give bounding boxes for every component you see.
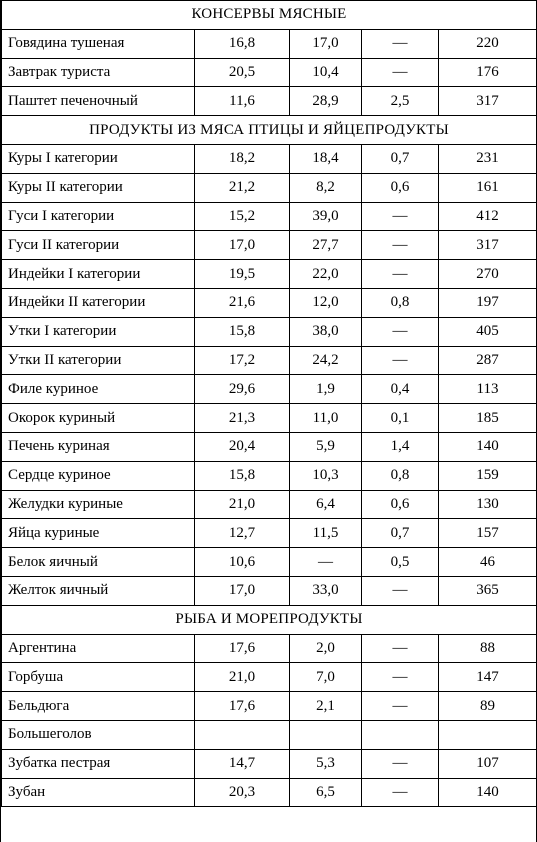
calories-cell: 220: [439, 29, 537, 58]
product-name-cell: Желток яичный: [2, 576, 195, 605]
carbs-cell: —: [362, 778, 439, 807]
protein-cell: 18,2: [195, 144, 290, 173]
fat-cell: 38,0: [290, 317, 362, 346]
product-name-cell: Яйца куриные: [2, 519, 195, 548]
product-name-cell: Сердце куриное: [2, 461, 195, 490]
table-row: [2, 548, 537, 577]
product-name-cell: Куры I категории: [2, 144, 195, 173]
carbs-cell: —: [362, 260, 439, 289]
fat-cell: 18,4: [290, 144, 362, 173]
carbs-cell: [362, 720, 439, 749]
table-row: [2, 490, 537, 519]
protein-cell: 15,2: [195, 202, 290, 231]
calories-cell: 89: [439, 692, 537, 721]
table-row: [2, 404, 537, 433]
carbs-cell: 0,8: [362, 288, 439, 317]
protein-cell: 17,6: [195, 692, 290, 721]
carbs-cell: 0,1: [362, 404, 439, 433]
carbs-cell: —: [362, 749, 439, 778]
protein-cell: 15,8: [195, 317, 290, 346]
calories-cell: 365: [439, 576, 537, 605]
protein-cell: 21,3: [195, 404, 290, 433]
table-row: [2, 663, 537, 692]
carbs-cell: 0,7: [362, 519, 439, 548]
table-row: [2, 173, 537, 202]
nutrition-table-body: [2, 1, 537, 807]
fat-cell: 6,4: [290, 490, 362, 519]
protein-cell: 17,0: [195, 231, 290, 260]
protein-cell: 12,7: [195, 519, 290, 548]
protein-cell: 21,0: [195, 490, 290, 519]
protein-cell: 20,5: [195, 58, 290, 87]
calories-cell: 197: [439, 288, 537, 317]
table-row: [2, 87, 537, 116]
fat-cell: 2,0: [290, 634, 362, 663]
table-row: [2, 58, 537, 87]
calories-cell: 405: [439, 317, 537, 346]
fat-cell: 11,5: [290, 519, 362, 548]
fat-cell: 1,9: [290, 375, 362, 404]
calories-cell: 107: [439, 749, 537, 778]
calories-cell: 140: [439, 432, 537, 461]
calories-cell: 185: [439, 404, 537, 433]
carbs-cell: 0,6: [362, 490, 439, 519]
fat-cell: 24,2: [290, 346, 362, 375]
calories-cell: 176: [439, 58, 537, 87]
section-title: КОНСЕРВЫ МЯСНЫЕ: [2, 1, 537, 30]
product-name-cell: Белок яичный: [2, 548, 195, 577]
table-row: [2, 519, 537, 548]
product-name-cell: Зубатка пестрая: [2, 749, 195, 778]
fat-cell: 27,7: [290, 231, 362, 260]
carbs-cell: —: [362, 29, 439, 58]
carbs-cell: —: [362, 576, 439, 605]
section-header-row: [2, 605, 537, 634]
protein-cell: 21,0: [195, 663, 290, 692]
table-row: [2, 692, 537, 721]
product-name-cell: Утки II категории: [2, 346, 195, 375]
protein-cell: 14,7: [195, 749, 290, 778]
carbs-cell: 0,6: [362, 173, 439, 202]
table-row: [2, 29, 537, 58]
section-title: РЫБА И МОРЕПРОДУКТЫ: [2, 605, 537, 634]
fat-cell: 8,2: [290, 173, 362, 202]
calories-cell: 317: [439, 231, 537, 260]
carbs-cell: —: [362, 692, 439, 721]
product-name-cell: Завтрак туриста: [2, 58, 195, 87]
carbs-cell: —: [362, 231, 439, 260]
fat-cell: 28,9: [290, 87, 362, 116]
carbs-cell: 1,4: [362, 432, 439, 461]
product-name-cell: Индейки II категории: [2, 288, 195, 317]
section-header-row: [2, 1, 537, 30]
product-name-cell: Гуси I категории: [2, 202, 195, 231]
protein-cell: 21,2: [195, 173, 290, 202]
carbs-cell: 0,8: [362, 461, 439, 490]
calories-cell: 113: [439, 375, 537, 404]
table-row: [2, 634, 537, 663]
table-row: [2, 346, 537, 375]
fat-cell: 5,9: [290, 432, 362, 461]
calories-cell: 147: [439, 663, 537, 692]
protein-cell: 20,3: [195, 778, 290, 807]
table-row: [2, 461, 537, 490]
calories-cell: 46: [439, 548, 537, 577]
product-name-cell: Куры II категории: [2, 173, 195, 202]
fat-cell: 5,3: [290, 749, 362, 778]
table-row: [2, 202, 537, 231]
fat-cell: 6,5: [290, 778, 362, 807]
product-name-cell: Филе куриное: [2, 375, 195, 404]
product-name-cell: Желудки куриные: [2, 490, 195, 519]
table-row: [2, 432, 537, 461]
calories-cell: 317: [439, 87, 537, 116]
calories-cell: 161: [439, 173, 537, 202]
fat-cell: 22,0: [290, 260, 362, 289]
protein-cell: 20,4: [195, 432, 290, 461]
nutrition-table: [1, 0, 537, 807]
protein-cell: 11,6: [195, 87, 290, 116]
protein-cell: 21,6: [195, 288, 290, 317]
protein-cell: 10,6: [195, 548, 290, 577]
calories-cell: [439, 720, 537, 749]
fat-cell: 7,0: [290, 663, 362, 692]
product-name-cell: Горбуша: [2, 663, 195, 692]
table-row: [2, 720, 537, 749]
product-name-cell: Утки I категории: [2, 317, 195, 346]
carbs-cell: 2,5: [362, 87, 439, 116]
table-row: [2, 778, 537, 807]
table-row: [2, 260, 537, 289]
table-row: [2, 375, 537, 404]
protein-cell: [195, 720, 290, 749]
calories-cell: 231: [439, 144, 537, 173]
carbs-cell: 0,5: [362, 548, 439, 577]
product-name-cell: Зубан: [2, 778, 195, 807]
table-row: [2, 231, 537, 260]
calories-cell: 412: [439, 202, 537, 231]
carbs-cell: —: [362, 317, 439, 346]
calories-cell: 157: [439, 519, 537, 548]
protein-cell: 17,2: [195, 346, 290, 375]
table-row: [2, 144, 537, 173]
fat-cell: [290, 720, 362, 749]
fat-cell: 10,4: [290, 58, 362, 87]
fat-cell: 33,0: [290, 576, 362, 605]
table-row: [2, 749, 537, 778]
carbs-cell: 0,4: [362, 375, 439, 404]
calories-cell: 270: [439, 260, 537, 289]
product-name-cell: Говядина тушеная: [2, 29, 195, 58]
fat-cell: —: [290, 548, 362, 577]
product-name-cell: Печень куриная: [2, 432, 195, 461]
product-name-cell: Индейки I категории: [2, 260, 195, 289]
fat-cell: 39,0: [290, 202, 362, 231]
carbs-cell: —: [362, 202, 439, 231]
section-title: ПРОДУКТЫ ИЗ МЯСА ПТИЦЫ И ЯЙЦЕПРОДУКТЫ: [2, 116, 537, 145]
protein-cell: 17,0: [195, 576, 290, 605]
fat-cell: 11,0: [290, 404, 362, 433]
product-name-cell: Паштет печеночный: [2, 87, 195, 116]
section-header-row: [2, 116, 537, 145]
carbs-cell: —: [362, 634, 439, 663]
carbs-cell: —: [362, 58, 439, 87]
table-row: [2, 288, 537, 317]
product-name-cell: Аргентина: [2, 634, 195, 663]
fat-cell: 17,0: [290, 29, 362, 58]
calories-cell: 287: [439, 346, 537, 375]
product-name-cell: Окорок куриный: [2, 404, 195, 433]
protein-cell: 17,6: [195, 634, 290, 663]
carbs-cell: —: [362, 663, 439, 692]
carbs-cell: —: [362, 346, 439, 375]
calories-cell: 88: [439, 634, 537, 663]
fat-cell: 12,0: [290, 288, 362, 317]
calories-cell: 140: [439, 778, 537, 807]
table-row: [2, 317, 537, 346]
product-name-cell: Большеголов: [2, 720, 195, 749]
table-row: [2, 576, 537, 605]
carbs-cell: 0,7: [362, 144, 439, 173]
product-name-cell: Гуси II категории: [2, 231, 195, 260]
protein-cell: 19,5: [195, 260, 290, 289]
fat-cell: 10,3: [290, 461, 362, 490]
protein-cell: 29,6: [195, 375, 290, 404]
calories-cell: 159: [439, 461, 537, 490]
product-name-cell: Бельдюга: [2, 692, 195, 721]
fat-cell: 2,1: [290, 692, 362, 721]
protein-cell: 16,8: [195, 29, 290, 58]
protein-cell: 15,8: [195, 461, 290, 490]
calories-cell: 130: [439, 490, 537, 519]
